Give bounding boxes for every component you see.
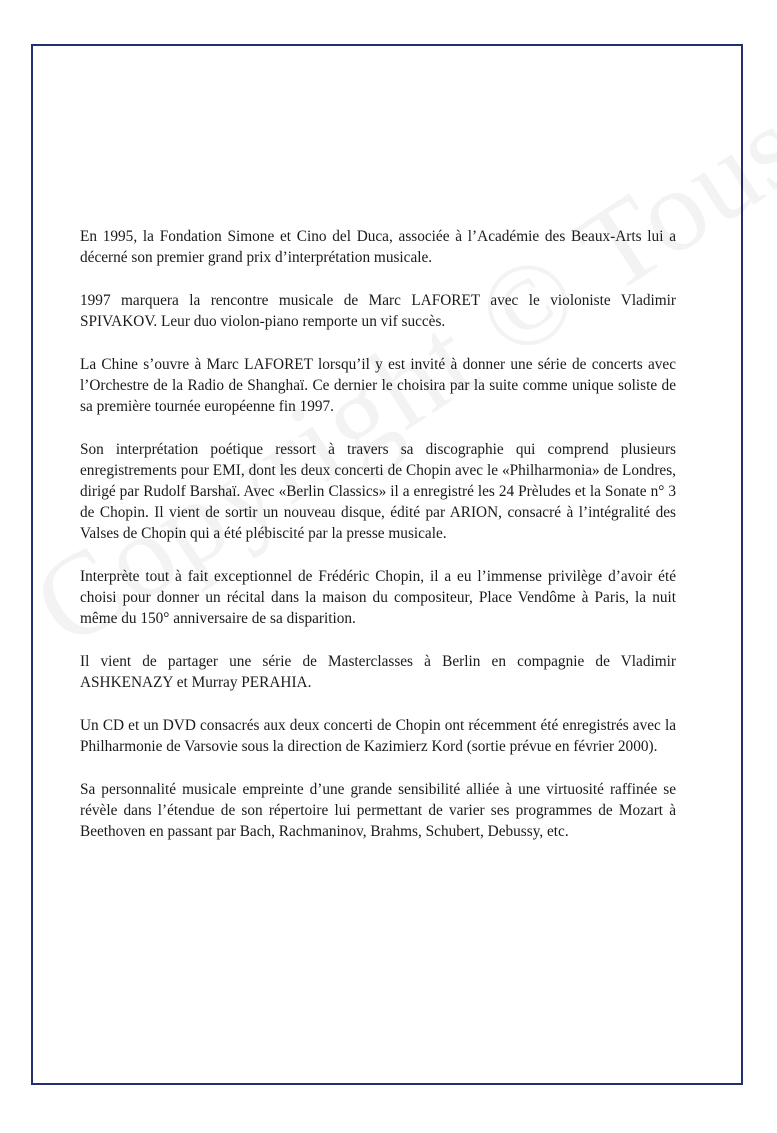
biography-text <box>80 226 676 842</box>
paragraph-1997-spivakov: 1997 marquera la rencontre musicale de Marc LAFORET avec le violoniste Vladimir SPIVAKOV. Leur duo violon-piano remporte un vif succès. <box>80 292 676 330</box>
paragraph-1995-prize: En 1995, la Fondation Simone et Cino del Duca, associée à l’Académie des Beaux-Arts lui a décerné son premier grand prix d’interprétation musicale. <box>80 228 676 266</box>
paragraph-chopin-recital: Interprète tout à fait exceptionnel de Frédéric Chopin, il a eu l’immense privilège d’avoir été choisi pour donner un récital dans la maison du compositeur, Place Vendôme à Paris, la nuit même du 150° anniversaire de sa disparition. <box>80 568 676 627</box>
paragraph-cd-dvd: Un CD et un DVD consacrés aux deux concerti de Chopin ont récemment été enregistrés avec la Philharmonie de Varsovie sous la direction de Kazimierz Kord (sortie prévue en février 2000). <box>80 717 676 755</box>
paragraph-masterclasses: Il vient de partager une série de Masterclasses à Berlin en compagnie de Vladimir ASHKENAZY et Murray PERAHIA. <box>80 653 676 691</box>
paragraph-discography: Son interprétation poétique ressort à travers sa discographie qui comprend plusieurs enregistrements pour EMI, dont les deux concerti de Chopin avec le «Philharmonia» de Londres, dirigé par Rudolf Barshaï. Avec «Berlin Classics» il a enregistré les 24 Prèludes et la Sonate n° 3 de Chopin. Il vient de sortir un nouveau disque, édité par ARION, consacré à l’intégralité des Valses de Chopin qui a été plébiscité par la presse musicale. <box>80 441 676 542</box>
paragraph-china-tour: La Chine s’ouvre à Marc LAFORET lorsqu’il y est invité à donner une série de concerts avec l’Orchestre de la Radio de Shanghaï. Ce dernier le choisira par la suite comme unique soliste de sa première tournée européenne fin 1997. <box>80 356 676 415</box>
paragraph-repertoire: Sa personnalité musicale empreinte d’une grande sensibilité alliée à une virtuosité raffinée se révèle dans l’étendue de son répertoire lui permettant de varier ses programmes de Mozart à Beethoven en passant par Bach, Rachmaninov, Brahms, Schubert, Debussy, etc. <box>80 781 676 840</box>
